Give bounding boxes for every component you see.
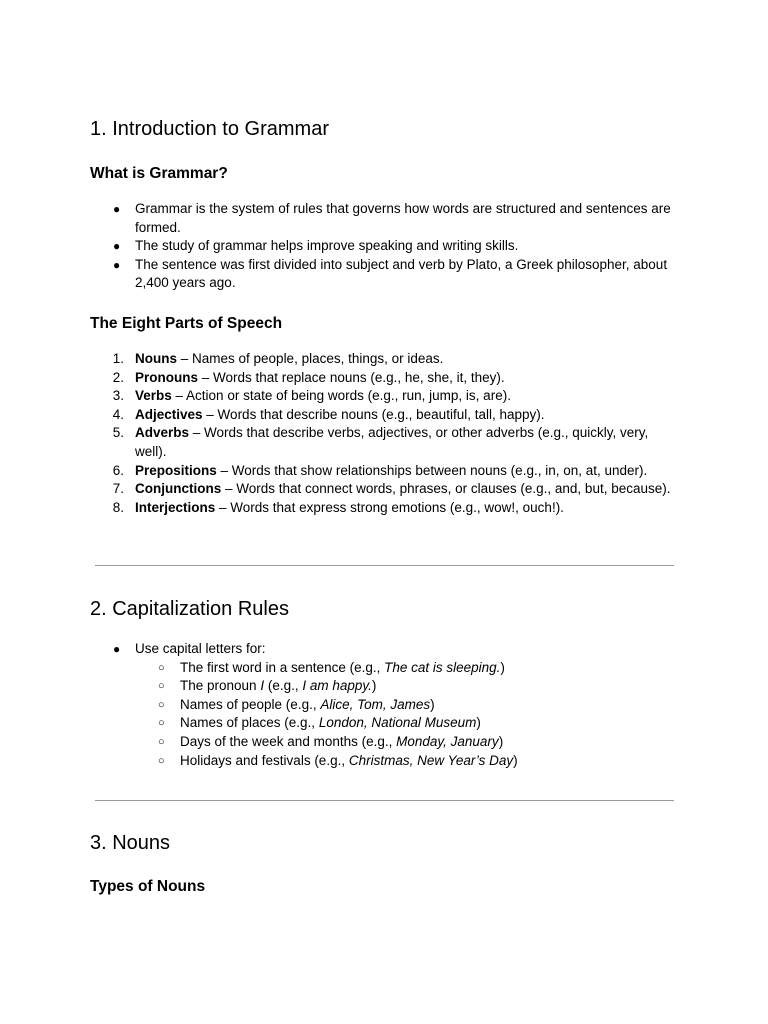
list-item [90,369,680,388]
bullet-icon: ● [113,202,121,216]
list-item-text: The study of grammar helps improve speaking and writing skills. [135,238,519,254]
list-number: 6. [112,462,124,478]
hollow-bullet-icon: ○ [158,735,165,748]
sub-list-item [135,752,680,771]
list-item [90,387,680,406]
text: ) [476,715,481,731]
text: ) [430,696,435,712]
sub-list-item [135,714,680,733]
term-description: – Action or state of being words (e.g., run, jump, is, are). [171,388,511,404]
list-item [90,350,680,369]
hollow-bullet-icon: ○ [158,661,165,674]
hollow-bullet-icon: ○ [158,717,165,730]
hollow-bullet-icon: ○ [158,754,165,767]
term-description: – Words that describe nouns (e.g., beautiful, tall, happy). [202,406,545,422]
text: Days of the week and months (e.g., [180,733,397,749]
list-number: 8. [112,499,124,515]
text: ) [371,678,377,694]
example: Christmas, New Year’s Day [348,752,514,768]
term-description: – Words that describe verbs, adjectives, or other adverbs (e.g., quickly, very, well). [135,425,649,459]
section-divider [95,800,674,801]
list-item [90,640,680,770]
list-item-text: Use capital letters for: [135,641,266,656]
term: Adjectives [135,406,203,422]
example: I [260,678,265,694]
list-item [90,462,680,481]
capitalization-list [90,640,680,770]
term-description: – Names of people, places, things, or ideas. [177,351,444,366]
term: Adverbs [135,425,190,441]
example: London, National Museum [318,715,477,731]
term: Pronouns [135,369,198,385]
text: The first word in a sentence (e.g., [180,659,385,675]
example: Monday, January [396,733,499,749]
list-item [90,406,680,425]
section-2-title: 2. Capitalization Rules [90,598,289,620]
text: ) [500,659,505,675]
bullet-icon: ● [113,642,121,656]
term-description: – Words that connect words, phrases, or clauses (e.g., and, but, because). [221,481,671,497]
text: ) [498,733,504,749]
section-divider [95,565,674,566]
what-is-grammar-heading: What is Grammar? [90,165,228,182]
list-item-text: The sentence was first divided into subject and verb by Plato, a Greek philosopher, about 2,400 years ago. [135,256,668,291]
hollow-bullet-icon: ○ [158,680,165,693]
list-item [90,237,680,256]
term: Prepositions [135,462,217,478]
term: Conjunctions [135,481,222,497]
bullet-icon: ● [113,257,121,272]
text: Holidays and festivals (e.g., [180,752,349,768]
list-number: 4. [112,406,124,422]
term-description: – Words that show relationships between nouns (e.g., in, on, at, under). [216,462,648,478]
text: (e.g., [264,678,303,694]
parts-of-speech-list [90,350,680,517]
term: Nouns [135,351,177,366]
example: The cat is sleeping. [384,659,501,675]
section-1-title: 1. Introduction to Grammar [90,118,329,140]
sub-list-item [135,733,680,752]
list-item [90,480,680,499]
example: I am happy. [302,678,372,694]
list-item [90,256,680,293]
sub-list-item [135,659,680,678]
parts-of-speech-heading: The Eight Parts of Speech [90,315,283,332]
list-item-text: Grammar is the system of rules that governs how words are structured and sentences are formed. [135,201,671,235]
text: Names of people (e.g., [180,696,321,712]
text: The pronoun [180,678,261,694]
term: Interjections [135,499,216,515]
types-of-nouns-heading: Types of Nouns [90,878,206,895]
list-item [90,200,680,237]
list-item [90,424,680,461]
grammar-bullet-list [90,200,680,293]
example: Alice, Tom, James [320,696,431,712]
text: Names of places (e.g., [180,715,319,731]
list-item [90,499,680,518]
list-number: 2. [112,369,124,385]
term-description: – Words that replace nouns (e.g., he, she, it, they). [198,369,505,385]
term-description: – Words that express strong emotions (e.g., wow!, ouch!). [215,499,564,515]
sub-list-item [135,677,680,696]
text: ) [513,752,518,768]
sub-list-item [135,696,680,715]
list-number: 7. [112,481,124,497]
hollow-bullet-icon: ○ [158,698,165,711]
capitalization-sublist [135,659,680,771]
list-number: 5. [112,425,124,441]
list-number: 1. [112,351,124,366]
list-number: 3. [112,388,124,404]
term: Verbs [135,388,172,404]
bullet-icon: ● [113,239,121,254]
section-3-title: 3. Nouns [90,832,171,854]
